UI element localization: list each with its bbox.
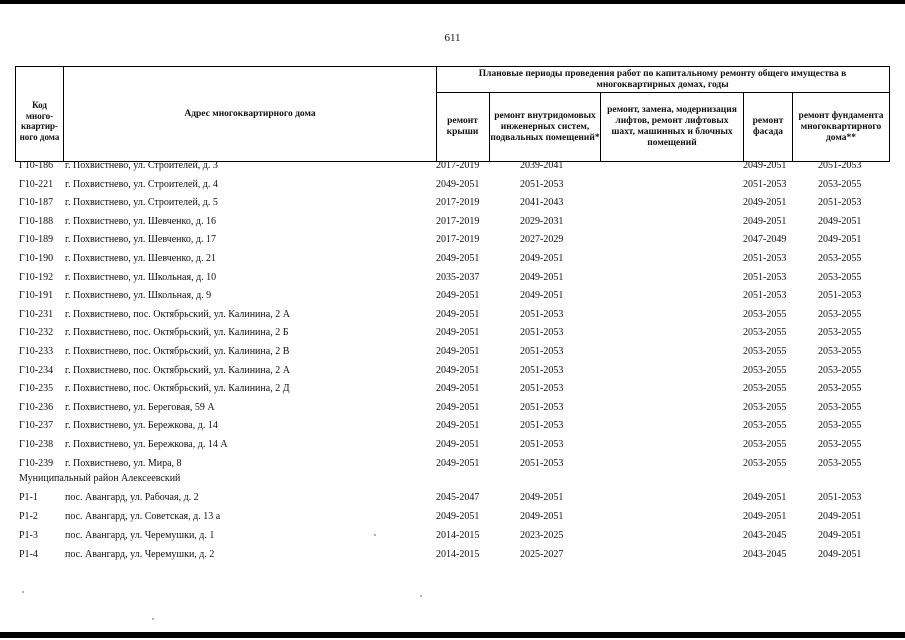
cell-code: Г10-190 <box>19 253 54 264</box>
cell-foundation: 2051-2053 <box>818 160 862 171</box>
header-divider <box>489 92 490 161</box>
cell-engineering: 2039-2041 <box>520 160 564 171</box>
cell-code: Г10-186 <box>19 160 54 171</box>
cell-foundation: 2053-2055 <box>818 271 862 283</box>
cell-roof: 2017-2019 <box>436 215 480 227</box>
bottom-rule <box>0 632 905 638</box>
cell-code: Г10-234 <box>19 364 54 376</box>
cell-address: пос. Авангард, ул. Черемушки, д. 2 <box>65 549 215 560</box>
cell-engineering: 2049-2051 <box>520 271 564 283</box>
cell-address: г. Похвистнево, ул. Бережкова, д. 14 А <box>65 439 228 450</box>
cell-roof: 2049-2051 <box>436 346 480 357</box>
table-row <box>0 288 905 306</box>
cell-code: Р1-2 <box>19 511 38 522</box>
cell-code: Г10-239 <box>19 457 54 469</box>
cell-foundation: 2053-2055 <box>818 401 862 413</box>
cell-engineering: 2051-2053 <box>520 346 564 357</box>
cell-engineering: 2025-2027 <box>520 549 564 560</box>
cell-roof: 2049-2051 <box>436 420 480 432</box>
table-row <box>0 232 905 250</box>
cell-facade: 2049-2051 <box>743 197 787 209</box>
cell-facade: 2049-2051 <box>743 160 787 171</box>
cell-facade: 2051-2053 <box>743 290 787 302</box>
cell-engineering: 2051-2053 <box>520 439 564 450</box>
cell-foundation: 2053-2055 <box>818 364 862 376</box>
table-row <box>0 547 905 565</box>
cell-code: Г10-231 <box>19 308 54 320</box>
cell-foundation: 2049-2051 <box>818 215 862 227</box>
cell-address: г. Похвистнево, пос. Октябрьский, ул. Калинина, 2 В <box>65 346 290 357</box>
cell-facade: 2053-2055 <box>743 364 787 376</box>
cell-address: г. Похвистнево, ул. Мира, 8 <box>65 457 182 469</box>
cell-facade: 2053-2055 <box>743 457 787 469</box>
header-facade: ремонт фасада <box>752 116 784 137</box>
cell-code: Р1-1 <box>19 492 38 503</box>
cell-address: пос. Авангард, ул. Рабочая, д. 2 <box>65 492 199 503</box>
table-row <box>0 437 905 455</box>
top-rule <box>0 0 905 4</box>
cell-address: г. Похвистнево, пос. Октябрьский, ул. Калинина, 2 А <box>65 364 290 376</box>
cell-code: Г10-233 <box>19 346 54 357</box>
cell-facade: 2047-2049 <box>743 234 787 246</box>
cell-address: пос. Авангард, ул. Советская, д. 13 а <box>65 511 221 522</box>
cell-engineering: 2049-2051 <box>520 492 564 503</box>
cell-roof: 2049-2051 <box>436 290 480 302</box>
header-lifts: ремонт, замена, модернизация лифтов, ремонт лифтовых шахт, машинных и блочных помещений <box>607 105 737 148</box>
page-number: 611 <box>444 32 461 44</box>
cell-foundation: 2051-2053 <box>818 197 862 209</box>
cell-roof: 2049-2051 <box>436 253 480 264</box>
table-row <box>0 158 905 176</box>
cell-roof: 2049-2051 <box>436 383 480 395</box>
cell-foundation: 2049-2051 <box>818 511 862 522</box>
table-row <box>0 381 905 399</box>
cell-code: Р1-4 <box>19 549 38 560</box>
cell-engineering: 2051-2053 <box>520 327 564 339</box>
table-row <box>0 418 905 436</box>
cell-facade: 2053-2055 <box>743 401 787 413</box>
cell-engineering: 2051-2053 <box>520 383 564 395</box>
table-row <box>0 177 905 195</box>
cell-roof: 2049-2051 <box>436 511 480 522</box>
cell-foundation: 2049-2051 <box>818 549 862 560</box>
cell-roof: 2049-2051 <box>436 439 480 450</box>
cell-code: Г10-232 <box>19 327 54 339</box>
header-roof: ремонт крыши <box>446 116 479 137</box>
table-row <box>0 490 905 508</box>
cell-facade: 2053-2055 <box>743 308 787 320</box>
header-group: Плановые периоды проведения работ по капитальному ремонту общего имущества в многоквартирных домах, годы <box>478 68 847 90</box>
cell-facade: 2049-2051 <box>743 492 787 503</box>
cell-roof: 2014-2015 <box>436 549 480 560</box>
table-row <box>0 456 905 474</box>
cell-facade: 2043-2045 <box>743 549 787 560</box>
cell-code: Г10-189 <box>19 234 54 246</box>
cell-engineering: 2051-2053 <box>520 457 564 469</box>
cell-code: Г10-238 <box>19 439 54 450</box>
header-divider <box>436 92 889 93</box>
cell-engineering: 2029-2031 <box>520 215 564 227</box>
header-divider <box>792 92 793 161</box>
cell-facade: 2053-2055 <box>743 346 787 357</box>
header-address: Адрес многоквартирного дома <box>184 108 316 119</box>
table-row <box>0 270 905 288</box>
cell-roof: 2014-2015 <box>436 530 480 541</box>
section-title: Муниципальный район Алексеевский <box>19 473 181 484</box>
scan-speck <box>374 534 376 536</box>
cell-facade: 2053-2055 <box>743 383 787 395</box>
cell-address: г. Похвистнево, ул. Строителей, д. 4 <box>65 178 218 190</box>
table-row <box>0 307 905 325</box>
scan-speck <box>22 591 24 593</box>
table-row <box>0 363 905 381</box>
cell-roof: 2017-2019 <box>436 234 480 246</box>
cell-address: г. Похвистнево, ул. Шевченко, д. 17 <box>65 234 216 246</box>
header-divider <box>436 67 437 161</box>
cell-engineering: 2049-2051 <box>520 290 564 302</box>
cell-roof: 2017-2019 <box>436 197 480 209</box>
cell-code: Г10-187 <box>19 197 54 209</box>
cell-code: Г10-191 <box>19 290 54 302</box>
cell-address: г. Похвистнево, ул. Школьная, д. 9 <box>65 290 212 302</box>
cell-engineering: 2051-2053 <box>520 420 564 432</box>
cell-address: г. Похвистнево, пос. Октябрьский, ул. Калинина, 2 Б <box>65 327 289 339</box>
cell-facade: 2053-2055 <box>743 327 787 339</box>
cell-foundation: 2053-2055 <box>818 308 862 320</box>
table-row <box>0 325 905 343</box>
cell-code: Р1-3 <box>19 530 38 541</box>
cell-roof: 2049-2051 <box>436 327 480 339</box>
table-row <box>0 528 905 546</box>
cell-roof: 2049-2051 <box>436 308 480 320</box>
cell-foundation: 2053-2055 <box>818 253 862 264</box>
cell-roof: 2045-2047 <box>436 492 480 503</box>
table-header <box>15 66 890 162</box>
cell-engineering: 2027-2029 <box>520 234 564 246</box>
cell-facade: 2049-2051 <box>743 511 787 522</box>
header-divider <box>63 67 64 161</box>
cell-code: Г10-192 <box>19 271 54 283</box>
cell-code: Г10-237 <box>19 420 54 432</box>
cell-address: г. Похвистнево, ул. Шевченко, д. 21 <box>65 253 216 264</box>
cell-code: Г10-221 <box>19 178 54 190</box>
cell-foundation: 2053-2055 <box>818 420 862 432</box>
cell-code: Г10-188 <box>19 215 54 227</box>
cell-roof: 2049-2051 <box>436 364 480 376</box>
table-row <box>0 251 905 269</box>
header-engineering: ремонт внутридомовых инженерных систем, подвальных помещений* <box>490 110 600 143</box>
cell-address: г. Похвистнево, пос. Октябрьский, ул. Калинина, 2 А <box>65 308 290 320</box>
cell-engineering: 2051-2053 <box>520 364 564 376</box>
cell-foundation: 2049-2051 <box>818 530 862 541</box>
cell-engineering: 2051-2053 <box>520 401 564 413</box>
cell-code: Г10-236 <box>19 401 54 413</box>
table-row <box>0 344 905 362</box>
cell-facade: 2049-2051 <box>743 215 787 227</box>
table-row <box>0 214 905 232</box>
table-row <box>0 509 905 527</box>
cell-foundation: 2053-2055 <box>818 327 862 339</box>
cell-roof: 2049-2051 <box>436 178 480 190</box>
cell-facade: 2051-2053 <box>743 253 787 264</box>
cell-foundation: 2049-2051 <box>818 234 862 246</box>
cell-engineering: 2051-2053 <box>520 178 564 190</box>
scan-speck <box>152 618 154 620</box>
cell-code: Г10-235 <box>19 383 54 395</box>
cell-address: г. Похвистнево, ул. Бережкова, д. 14 <box>65 420 218 432</box>
header-divider <box>600 92 601 161</box>
cell-engineering: 2051-2053 <box>520 308 564 320</box>
cell-address: г. Похвистнево, ул. Школьная, д. 10 <box>65 271 217 283</box>
cell-foundation: 2053-2055 <box>818 346 862 357</box>
header-foundation: ремонт фундамента многоквартирного дома** <box>798 110 884 143</box>
cell-facade: 2043-2045 <box>743 530 787 541</box>
cell-engineering: 2041-2043 <box>520 197 564 209</box>
header-divider <box>743 92 744 161</box>
cell-address: г. Похвистнево, ул. Строителей, д. 3 <box>65 160 218 171</box>
cell-foundation: 2053-2055 <box>818 178 862 190</box>
cell-roof: 2035-2037 <box>436 271 480 283</box>
scan-speck <box>420 595 422 597</box>
cell-facade: 2053-2055 <box>743 420 787 432</box>
cell-address: г. Похвистнево, ул. Шевченко, д. 16 <box>65 215 216 227</box>
cell-foundation: 2051-2053 <box>818 492 862 503</box>
header-code: Код много-квартир-ного дома <box>19 100 60 142</box>
cell-foundation: 2053-2055 <box>818 439 862 450</box>
cell-engineering: 2049-2051 <box>520 511 564 522</box>
table-row <box>0 195 905 213</box>
cell-engineering: 2049-2051 <box>520 253 564 264</box>
cell-address: г. Похвистнево, ул. Береговая, 59 А <box>65 401 215 413</box>
cell-address: г. Похвистнево, пос. Октябрьский, ул. Калинина, 2 Д <box>65 383 290 395</box>
cell-address: пос. Авангард, ул. Черемушки, д. 1 <box>65 530 215 541</box>
cell-facade: 2051-2053 <box>743 271 787 283</box>
cell-facade: 2051-2053 <box>743 178 787 190</box>
cell-foundation: 2051-2053 <box>818 290 862 302</box>
cell-foundation: 2053-2055 <box>818 383 862 395</box>
cell-engineering: 2023-2025 <box>520 530 564 541</box>
cell-roof: 2049-2051 <box>436 457 480 469</box>
cell-foundation: 2053-2055 <box>818 457 862 469</box>
cell-roof: 2017-2019 <box>436 160 480 171</box>
cell-address: г. Похвистнево, ул. Строителей, д. 5 <box>65 197 218 209</box>
cell-roof: 2049-2051 <box>436 401 480 413</box>
cell-facade: 2053-2055 <box>743 439 787 450</box>
table-row <box>0 400 905 418</box>
